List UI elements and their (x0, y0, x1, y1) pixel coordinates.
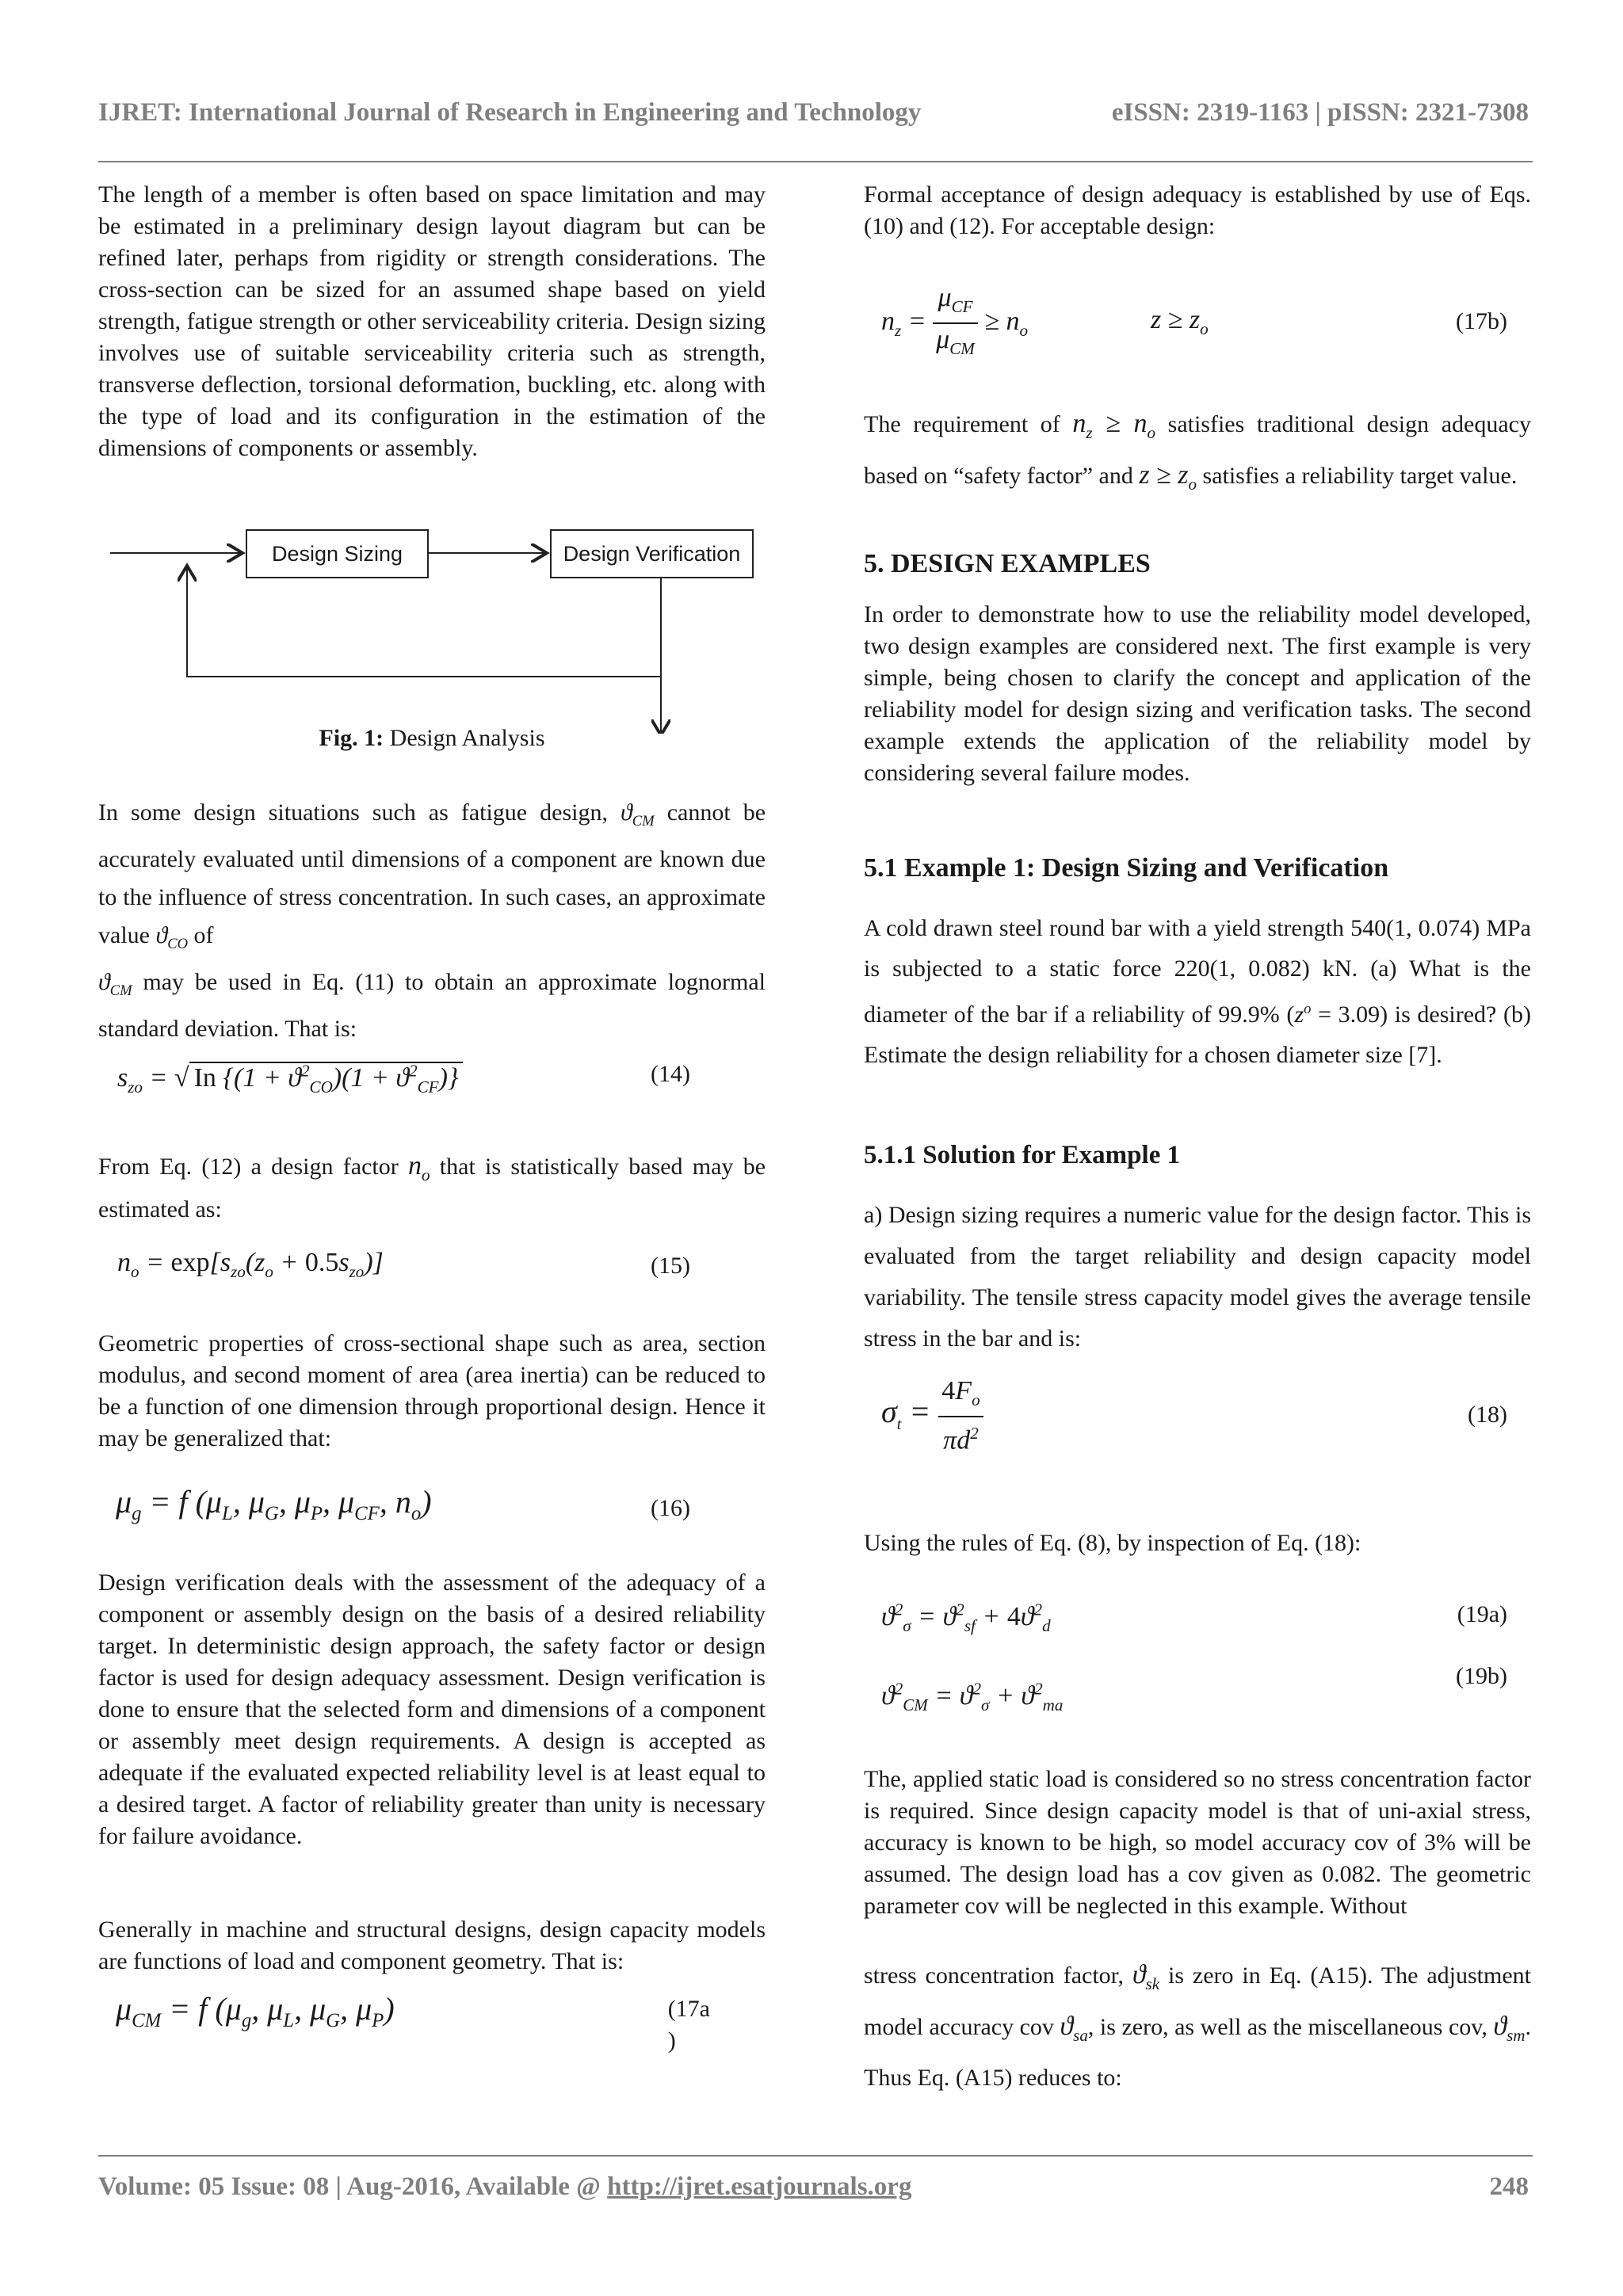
text-requirement-c: satisfies a reliability target value. (1202, 462, 1518, 489)
text-fatigue-c: of (193, 922, 214, 948)
text-stress-a: stress concentration factor, (864, 1962, 1124, 1989)
text-requirement-b: satisfies traditional design adequacy based on “safety factor” and (864, 411, 1531, 489)
paragraph-stress-concentration: stress concentration factor, $ϑ_{sk}$ is zero in Eq. (A15). The adjustment model accuracy cov $ϑ_{sa}$, is zero, as well as the miscellaneous cov, $ϑ_{sm}$. Thus Eq. (A15) reduces to: (864, 1960, 1532, 2091)
equation-17a: $\mu_{CM} = f$ ($\mu_g$, $\mu_L$, $\mu_G$, $\mu_P$) (17a ) (98, 1993, 766, 2037)
paragraph-rules: Using the rules of Eq. (8), by inspection of Eq. (18): (864, 1530, 1361, 1556)
equation-19a: $ϑ^2_\sigma = ϑ^2_{sf} + 4ϑ^2_d$ (19a) (881, 1600, 1507, 1636)
equation-17a-number-part2: ) (667, 2027, 676, 2054)
equation-18-number: (18) (1468, 1402, 1507, 1428)
header-rule (98, 161, 1533, 162)
feedback-arrow (187, 566, 661, 677)
paragraph-member-length: The length of a member is often based on space limitation and may be estimated in a preliminary design layout diagram but can be refined later, perhaps from rigidity or strength considerations. The cross-section can be sized for an assumed shape based on yield strength, fatigue strength or other serviceability criteria. Design sizing involves use of suitable serviceability criteria such as strength, transverse deflection, torsional deformation, buckling, etc. along with the type of load and its configuration in the estimation of the dimensions of components or assembly. (98, 181, 766, 461)
text-fatigue-a: In some design situations such as fatigue design, (98, 799, 608, 826)
design-verification-box: Design Verification (550, 529, 754, 578)
equation-19b-number: (19b) (1456, 1663, 1507, 1689)
text-stress-d: . Thus Eq. (A15) reduces to: (864, 2013, 1532, 2091)
text-example-a: A cold drawn steel round bar with a yield strength 540(1, 0.074) MPa is subjected to a static force 220(1, 0.082) kN. (a) What is the diameter of the bar if a reliability of 99.9% ( (864, 915, 1531, 1028)
equation-15: $n_o = \exp[s_{zo}(z_o + 0.5s_{zo})]$ (15) (117, 1248, 690, 1281)
page-number: 248 (1489, 2172, 1529, 2201)
figure-caption-text: Design Analysis (384, 725, 545, 751)
equation-19a-number: (19a) (1457, 1601, 1507, 1627)
footer-rule (98, 2155, 1533, 2157)
equation-18: $\sigma_t$ = $\frac{4F_o}{\pi d^2}$ (18) (881, 1376, 1507, 1455)
paragraph-design-verification: Design verification deals with the assessment of the adequacy of a component or assembly design on the basis of a desired reliability target. In deterministic design approach, the safety factor or design factor is used for design adequacy assessment. Design verification is done to ensure that the selected form and dimensions of a component or assembly meet design requirements. A design is accepted as adequate if the evaluated expected reliability level is at least equal to a desired target. A factor of reliability greater than unity is necessary for failure avoidance. (98, 1569, 766, 1849)
figure-label: Fig. 1: (319, 725, 384, 751)
paragraph-capacity-models: Generally in machine and structural designs, design capacity models are functions of load and component geometry. That is: (98, 1917, 766, 1974)
paragraph-design-examples: In order to demonstrate how to use the reliability model developed, two design examples are considered next. The first example is very simple, being chosen to clarify the concept and application of the reliability model for design sizing and verification tasks. The second example extends the application of the reliability model by considering several failure modes. (864, 601, 1531, 786)
equation-19b: $ϑ^2_{CM} = ϑ^2_\sigma + ϑ^2_{ma}$ (19b) (864, 1661, 1531, 1708)
equation-16: $\mu_g = f$ ($\mu_L$, $\mu_G$, $\mu_P$, $\mu_{CF}$, $n_o$) (16) (116, 1484, 690, 1524)
equation-14-number: (14) (651, 1061, 690, 1087)
journal-title: IJRET: International Journal of Research in Engineering and Technology (98, 98, 922, 127)
paragraph-fatigue-design: In some design situations such as fatigue design, $ϑ_{CM}$ cannot be accurately evaluated until dimensions of a component are known due to the influence of stress concentration. In such cases, an approximate value $ϑ_{CO}$ of $ϑ_{CM}$ may be used in Eq. (11) to obtain an approximate lognormal standard deviation. That is: (98, 799, 766, 1042)
footer-volume: Volume: 05 Issue: 08 | Aug-2016, Available @ (98, 2172, 608, 2201)
design-sizing-box: Design Sizing (246, 529, 429, 578)
footer-left (98, 2172, 911, 2202)
text-fatigue-b: cannot be accurately evaluated until dimensions of a component are known due to the influence of stress concentration. In such cases, an approximate value (98, 799, 766, 948)
equation-14: $s_{zo}$ = √ In $\{(1 + ϑ^2_{CO})(1 + ϑ^2_{CF})\}$ (14) (98, 1055, 766, 1103)
paragraph-applied-load: The, applied static load is considered so no stress concentration factor is required. Since design capacity model is that of uni-axial stress, accuracy is known to be high, so model accuracy cov of 3% will be assumed. The design load has a cov given as 0.082. The geometric parameter cov will be neglected in this example. Without (864, 1766, 1531, 1919)
paragraph-geometric-properties: Geometric properties of cross-sectional shape such as area, section modulus, and second moment of area (area inertia) can be reduced to be a function of one dimension through proportional design. Hence it may be generalized that: (98, 1330, 766, 1451)
paragraph-design-sizing: a) Design sizing requires a numeric value for the design factor. This is evaluated from the target reliability and design capacity model variability. The tensile stress capacity model gives the average tensile stress in the bar and is: (864, 1202, 1531, 1352)
text-design-factor-a: From Eq. (12) a design factor (98, 1154, 399, 1180)
subsubsection-heading-solution: 5.1.1 Solution for Example 1 (864, 1141, 1181, 1169)
section-heading-design-examples: 5. DESIGN EXAMPLES (864, 549, 1151, 578)
journal-link[interactable]: http://ijret.esatjournals.org (607, 2172, 912, 2201)
paragraph-requirement: The requirement of $n_z \ge n_o$ satisfies traditional design adequacy based on “safety factor” and $z \ge z_o$ satisfies a reliability target value. (864, 409, 1531, 494)
paragraph-formal-acceptance: Formal acceptance of design adequacy is established by use of Eqs. (10) and (12). For acceptable design: (864, 181, 1531, 239)
equation-16-number: (16) (651, 1495, 690, 1521)
issn-info: eISSN: 2319-1163 | pISSN: 2321-7308 (1111, 98, 1529, 127)
equation-17a-number (668, 1993, 710, 2057)
text-design-factor-b: that is statistically based may be estimated as: (98, 1154, 766, 1222)
figure-design-analysis (98, 528, 766, 734)
text-fatigue-d: may be used in Eq. (11) to obtain an approximate lognormal standard deviation. That is: (98, 969, 766, 1042)
text-example-b: = 3.09) is desired? (b) Estimate the design reliability for a chosen diameter size [7]. (864, 1001, 1531, 1068)
equation-17b: $n_z$ = $\frac{\mu_{CF}}{\mu_{CM}}$ ≥ $n_o$ $z \ge z_o$ (17b) (881, 283, 1507, 358)
equation-17a-number-part1: (17a (667, 1996, 710, 2022)
paragraph-example-1-statement: A cold drawn steel round bar with a yield strength 540(1, 0.074) MPa is subjected to a static force 220(1, 0.082) kN. (a) What is the diameter of the bar if a reliability of 99.9% $(z^o = 3.09)$ is desired? (b) Estimate the design reliability for a chosen diameter size [7]. (864, 915, 1531, 1068)
figure-caption (98, 723, 766, 754)
text-stress-b: is zero in Eq. (A15). The adjustment model accuracy cov (864, 1962, 1531, 2040)
text-requirement-a: The requirement of (864, 411, 1060, 437)
equation-17b-number: (17b) (1456, 308, 1507, 334)
equation-15-number: (15) (651, 1253, 690, 1279)
text-stress-c: , is zero, as well as the miscellaneous cov, (1087, 2013, 1487, 2040)
subsection-heading-example-1: 5.1 Example 1: Design Sizing and Verification (864, 853, 1389, 883)
paragraph-design-factor: From Eq. (12) a design factor $n_o$ that is statistically based may be estimated as: (98, 1151, 766, 1222)
